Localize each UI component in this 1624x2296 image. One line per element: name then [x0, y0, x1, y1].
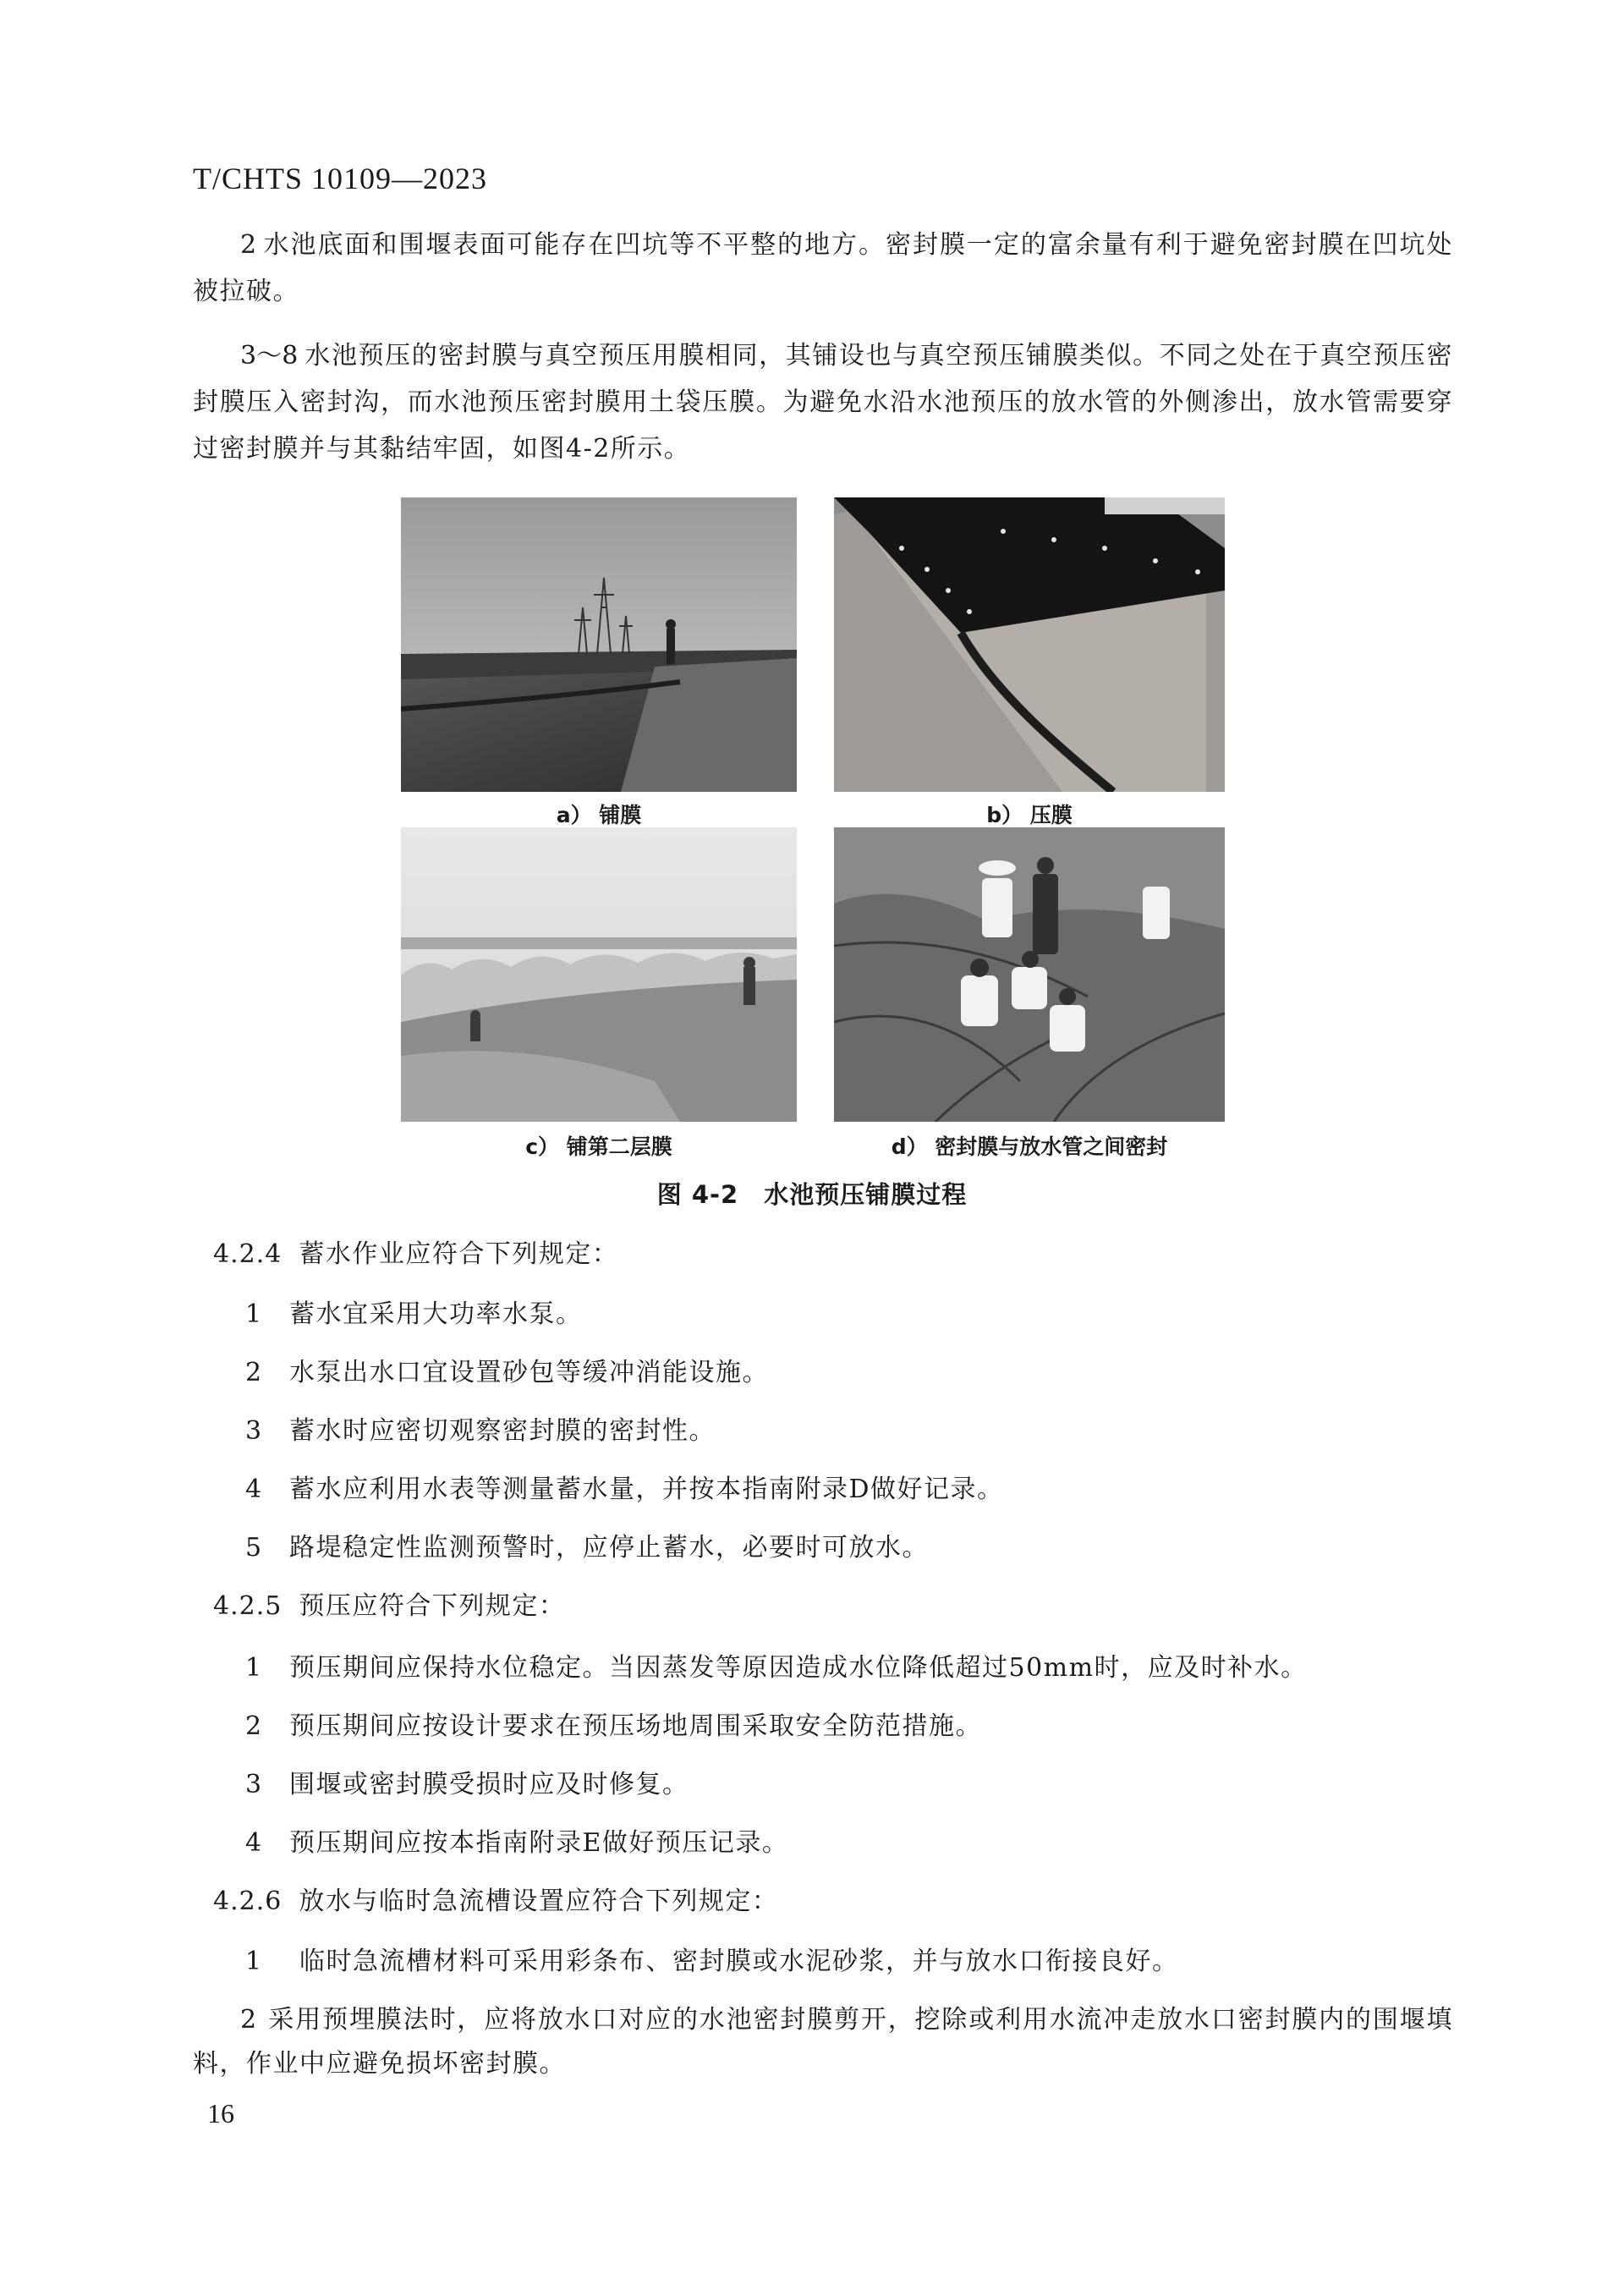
- caption-d: d） 密封膜与放水管之间密封: [891, 1134, 1168, 1159]
- photo-a-image: [401, 497, 797, 792]
- list-item: 5 路堤稳定性监测预警时，应停止蓄水，必要时可放水。: [245, 1533, 929, 1563]
- section-title: 蓄水作业应符合下列规定：: [299, 1239, 619, 1269]
- section-number: 4.2.4: [213, 1239, 283, 1269]
- list-item: 3 围堰或密封膜受损时应及时修复。: [245, 1770, 689, 1799]
- section-title: 预压应符合下列规定：: [299, 1591, 566, 1621]
- photo-a-laying-film: [401, 497, 797, 792]
- photo-d-sealing: [834, 827, 1225, 1122]
- section-4-2-5-heading: [213, 1590, 565, 1623]
- photo-b-image: [834, 497, 1225, 792]
- list-item: 3 蓄水时应密切观察密封膜的密封性。: [245, 1416, 716, 1446]
- list-item: 1 预压期间应保持水位稳定。当因蒸发等原因造成水位降低超过50mm时，应及时补水。: [245, 1653, 1308, 1683]
- list-item: 2 预压期间应按设计要求在预压场地周围采取安全防范措施。: [245, 1711, 982, 1741]
- section-4-2-6-heading: [213, 1885, 778, 1919]
- section-number: 4.2.6: [213, 1887, 283, 1916]
- paragraph-text: 水池预压的密封膜与真空预压用膜相同，其铺设也与真空预压铺膜类似。不同之处在于真空预压密封膜压入密封沟，而水池预压密封膜用土袋压膜。为避免水沿水池预压的放水管的外侧渗出，放水管需要穿过密封膜并与其黏结牢固，如图4-2所示。: [193, 341, 1453, 464]
- section-title: 放水与临时急流槽设置应符合下列规定：: [299, 1887, 779, 1916]
- paragraph-number: 2: [240, 230, 257, 260]
- photo-d-image: [834, 827, 1225, 1122]
- photo-c-second-layer: [401, 827, 797, 1122]
- photo-b-pressing-film: [834, 497, 1225, 792]
- list-item: 2 水泵出水口宜设置砂包等缓冲消能设施。: [245, 1358, 769, 1387]
- caption-a: a） 铺膜: [556, 803, 642, 827]
- paragraph-text: 水池底面和围堰表面可能存在凹坑等不平整的地方。密封膜一定的富余量有利于避免密封膜在凹坑处被拉破。: [193, 230, 1453, 306]
- caption-c: c） 铺第二层膜: [525, 1134, 672, 1159]
- list-item: 1 蓄水宜采用大功率水泵。: [245, 1299, 583, 1329]
- caption-b: b） 压膜: [986, 803, 1073, 827]
- section-4-2-4-heading: [213, 1238, 618, 1272]
- document-header: T/CHTS 10109—2023: [193, 162, 488, 195]
- section-number: 4.2.5: [213, 1591, 283, 1621]
- paragraph-number: 3～8: [240, 341, 299, 371]
- list-item: 1 临时急流槽材料可采用彩条布、密封膜或水泥砂浆，并与放水口衔接良好。: [245, 1947, 1179, 1976]
- list-item-wrapped: 2 采用预埋膜法时，应将放水口对应的水池密封膜剪开，挖除或利用水流冲走放水口密封膜内的围堰填料，作业中应避免损坏密封膜。: [193, 2005, 1453, 2079]
- photo-c-image: [401, 827, 797, 1122]
- list-item: 4 蓄水应利用水表等测量蓄水量，并按本指南附录D做好记录。: [245, 1475, 1004, 1504]
- list-item: 4 预压期间应按本指南附录E做好预压记录。: [245, 1828, 789, 1858]
- page-number: 16: [207, 2098, 234, 2128]
- paragraph-3-8: [193, 332, 1453, 472]
- paragraph-2: [193, 222, 1453, 315]
- figure-title: 图 4-2 水池预压铺膜过程: [656, 1180, 968, 1209]
